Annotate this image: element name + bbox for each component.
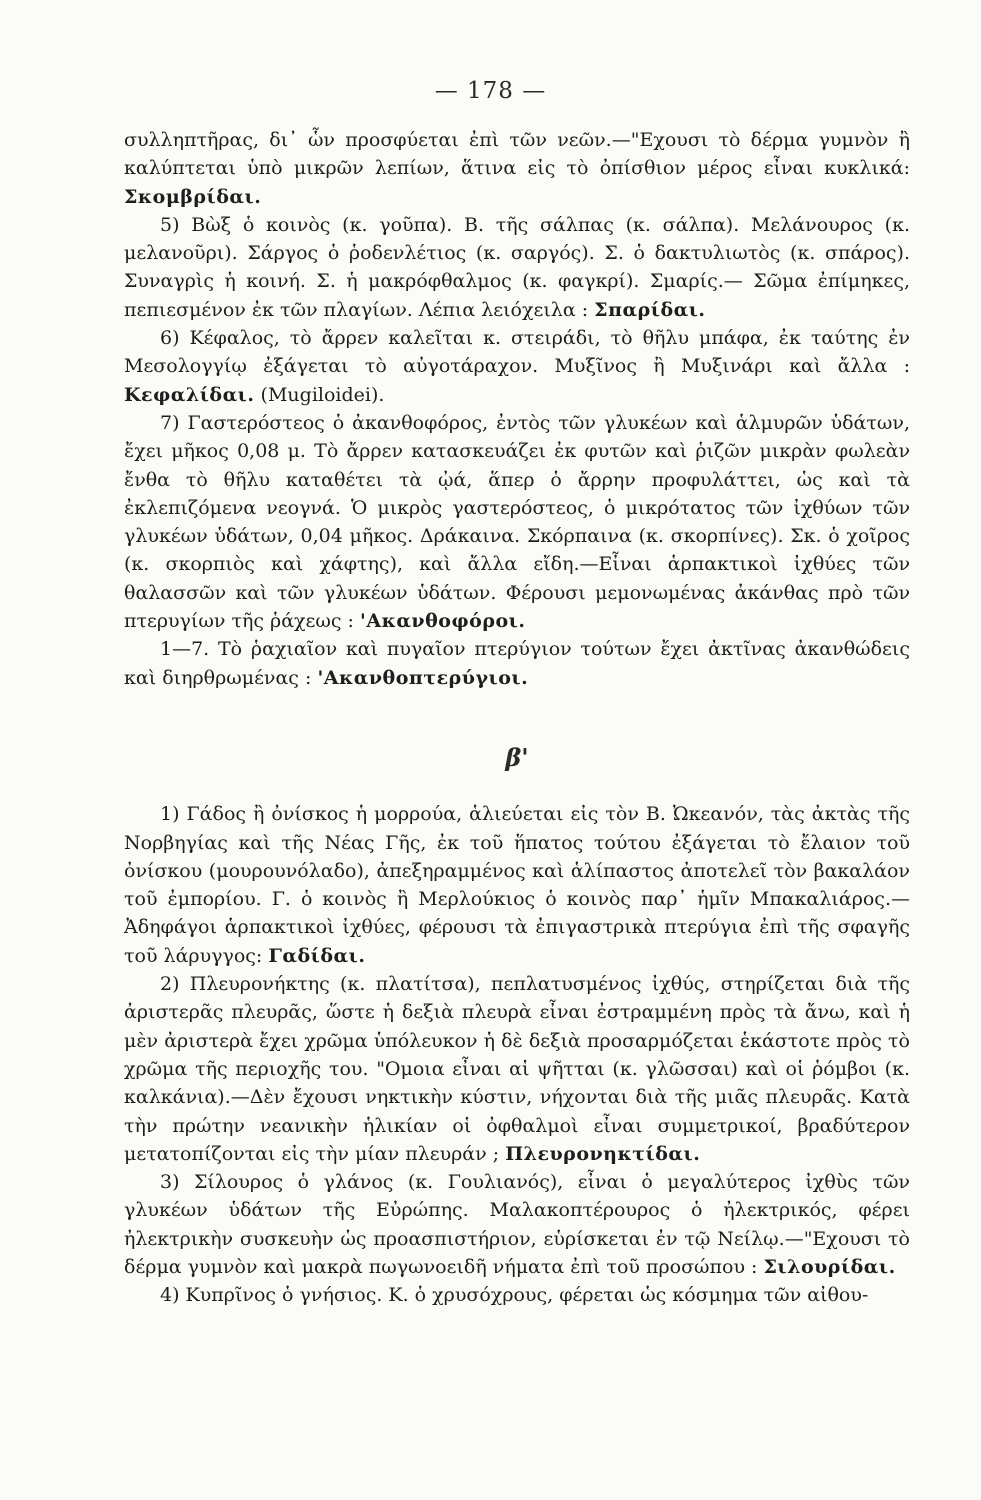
- family-name-sparidae: Σπαρίδαι.: [594, 298, 706, 321]
- page-number: — 178 —: [434, 78, 547, 104]
- paragraph-b1: 1) Γάδος ἢ ὀνίσκος ἡ μορρούα, ἁλιεύεται εἰς τὸν Β. Ὠκεανόν, τὰς ἀκτὰς τῆς Νορβηγίας καὶ τῆς Νέας Γῆς, ἐκ τοῦ ἥπατος τούτου ἐξάγεται τὸ ἔλαιον τοῦ ὀνίσκου (μουρουνόλαδο), ἀπεξηραμμένος καὶ ἁλίπαστος ἀποτελεῖ τὸν βακαλάον τοῦ ἐμπορίου. Γ. ὁ κοινὸς ἢ Μερλούκιος ὁ κοινὸς παρ᾽ ἡμῖν Μπακαλιάρος.—Ἀδηφάγοι ἁρπακτικοὶ ἰχθύες, φέρουσι τὰ ἐπιγαστρικὰ πτερύγια ἐπὶ τῆς σφαγῆς τοῦ λάρυγγος: Γαδίδαι.: [124, 803, 910, 967]
- paragraph-b3: 3) Σίλουρος ὁ γλάνος (κ. Γουλιανός), εἶναι ὁ μεγαλύτερος ἰχθὺς τῶν γλυκέων ὑδάτων τῆς Εὐρώπης. Μαλακοπτέρουρος ὁ ἠλεκτρικός, φέρει ἠλεκτρικὴν συσκευὴν ὡς προασπιστήριον, εὑρίσκεται ἐν τῷ Νείλῳ.—"Εχουσι τὸ δέρμα γυμνὸν καὶ μακρὰ πωγωνοειδῆ νήματα ἐπὶ τοῦ προσώπου : Σιλουρίδαι.: [124, 1171, 910, 1278]
- family-name-scombridae: Σκομβρίδαι.: [124, 185, 262, 208]
- order-name-akanthopterygioi: 'Ακανθοπτερύγιοι.: [317, 666, 529, 689]
- paragraph-7: 7) Γαστερόστεος ὁ ἀκανθοφόρος, ἐντὸς τῶν γλυκέων καὶ ἁλμυρῶν ὑδάτων, ἔχει μῆκος 0,08 μ. Τὸ ἄρρεν κατασκευάζει ἐκ φυτῶν καὶ ῥιζῶν μικρὰν φωλεὰν ἔνθα τὸ θῆλυ καταθέτει τὰ ᾠά, ἅπερ ὁ ἄρρην προφυλάττει, ὡς καὶ τὰ ἐκλεπιζόμενα νεογνά. Ὁ μικρὸς γαστερόστεος, ὁ μικρότατος τῶν ἰχθύων τῶν γλυκέων ὑδάτων, 0,04 μῆκος. Δράκαινα. Σκόρπαινα (κ. σκορπίνες). Σκ. ὁ χοῖρος (κ. σκορπιὸς καὶ χάφτης), καὶ ἄλλα εἴδη.—Εἶναι ἁρπακτικοὶ ἰχθύες τῶν θαλασσῶν καὶ τῶν γλυκέων ὑδάτων. Φέρουσι μεμονωμένας ἀκάνθας πρὸ τῶν πτερυγίων τῆς ῥάχεως : 'Ακανθοφόροι.: [124, 411, 910, 633]
- page-body: [124, 126, 910, 1310]
- paragraph-6: 6) Κέφαλος, τὸ ἄρρεν καλεῖται κ. στειράδι, τὸ θῆλυ μπάφα, ἐκ ταύτης ἐν Μεσολογγίῳ ἐξάγεται τὸ αὐγοτάραχον. Μυξῖνος ἢ Μυξινάρι καὶ ἄλλα : Κεφαλίδαι. (Mugiloidei).: [124, 327, 910, 406]
- paragraph-continuation: συλληπτῆρας, δι᾽ ὧν προσφύεται ἐπὶ τῶν νεῶν.—"Εχουσι τὸ δέρμα γυμνὸν ἢ καλύπτεται ὑπὸ μικρῶν λεπίων, ἅτινα εἰς τὸ ὀπίσθιον μέρος εἶναι κυκλικά: Σκομβρίδαι.: [124, 129, 910, 208]
- family-name-akanthophoroi: 'Ακανθοφόροι.: [360, 610, 526, 633]
- paragraph-b2: 2) Πλευρονήκτης (κ. πλατίτσα), πεπλατυσμένος ἰχθύς, στηρίζεται διὰ τῆς ἀριστερᾶς πλευρᾶς, ὥστε ἡ δεξιὰ πλευρὰ εἶναι ἐστραμμένη πρὸς τὰ ἄνω, καὶ ἡ μὲν ἀριστερὰ ἔχει χρῶμα ὑπόλευκον ἡ δὲ δεξιὰ προσαρμόζεται ἑκάστοτε πρὸς τὸ χρῶμα τῆς περιοχῆς του. "Ομοια εἶναι αἱ ψῆτται (κ. γλῶσσαι) καὶ οἱ ῥόμβοι (κ. καλκάνια).—Δὲν ἔχουσι νηκτικὴν κύστιν, νήχονται διὰ τῆς μιᾶς πλευρᾶς. Κατὰ τὴν πρώτην νεανικὴν ἡλικίαν οἱ ὀφθαλμοὶ εἶναι συμμετρικοί, βραδύτερον μετατοπίζονται εἰς τὴν μίαν πλευράν ; Πλευρονηκτίδαι.: [124, 973, 910, 1165]
- family-name-pleuronectidae: Πλευρονηκτίδαι.: [505, 1142, 701, 1165]
- paragraph-5: 5) Βὼξ ὁ κοινὸς (κ. γοῦπα). Β. τῆς σάλπας (κ. σάλπα). Μελάνουρος (κ. μελανοῦρι). Σάργος ὁ ῥοδενλέτιος (κ. σαργός). Σ. ὁ δακτυλιωτὸς (κ. σπάρος). Συναγρὶς ἡ κοινή. Σ. ἡ μακρόφθαλμος (κ. φαγκρί). Σμαρίς.— Σῶμα ἐπίμηκες, πεπιεσμένον ἐκ τῶν πλαγίων. Λέπια λειόχειλα : Σπαρίδαι.: [124, 213, 910, 321]
- family-name-siluridae: Σιλουρίδαι.: [763, 1255, 896, 1278]
- paragraph-summary: 1—7. Τὸ ῥαχιαῖον καὶ πυγαῖον πτερύγιον τούτων ἔχει ἀκτῖνας ἀκανθώδεις καὶ διηρθρωμένας : 'Ακανθοπτερύγιοι.: [124, 638, 910, 689]
- family-name-kephalidae: Κεφαλίδαι.: [124, 383, 255, 406]
- paragraph-b4: 4) Κυπρῖνος ὁ γνήσιος. Κ. ὁ χρυσόχρους, φέρεται ὡς κόσμημα τῶν αἰθου-: [160, 1284, 869, 1307]
- family-name-gadidae: Γαδίδαι.: [268, 944, 366, 967]
- section-heading: β': [505, 742, 529, 772]
